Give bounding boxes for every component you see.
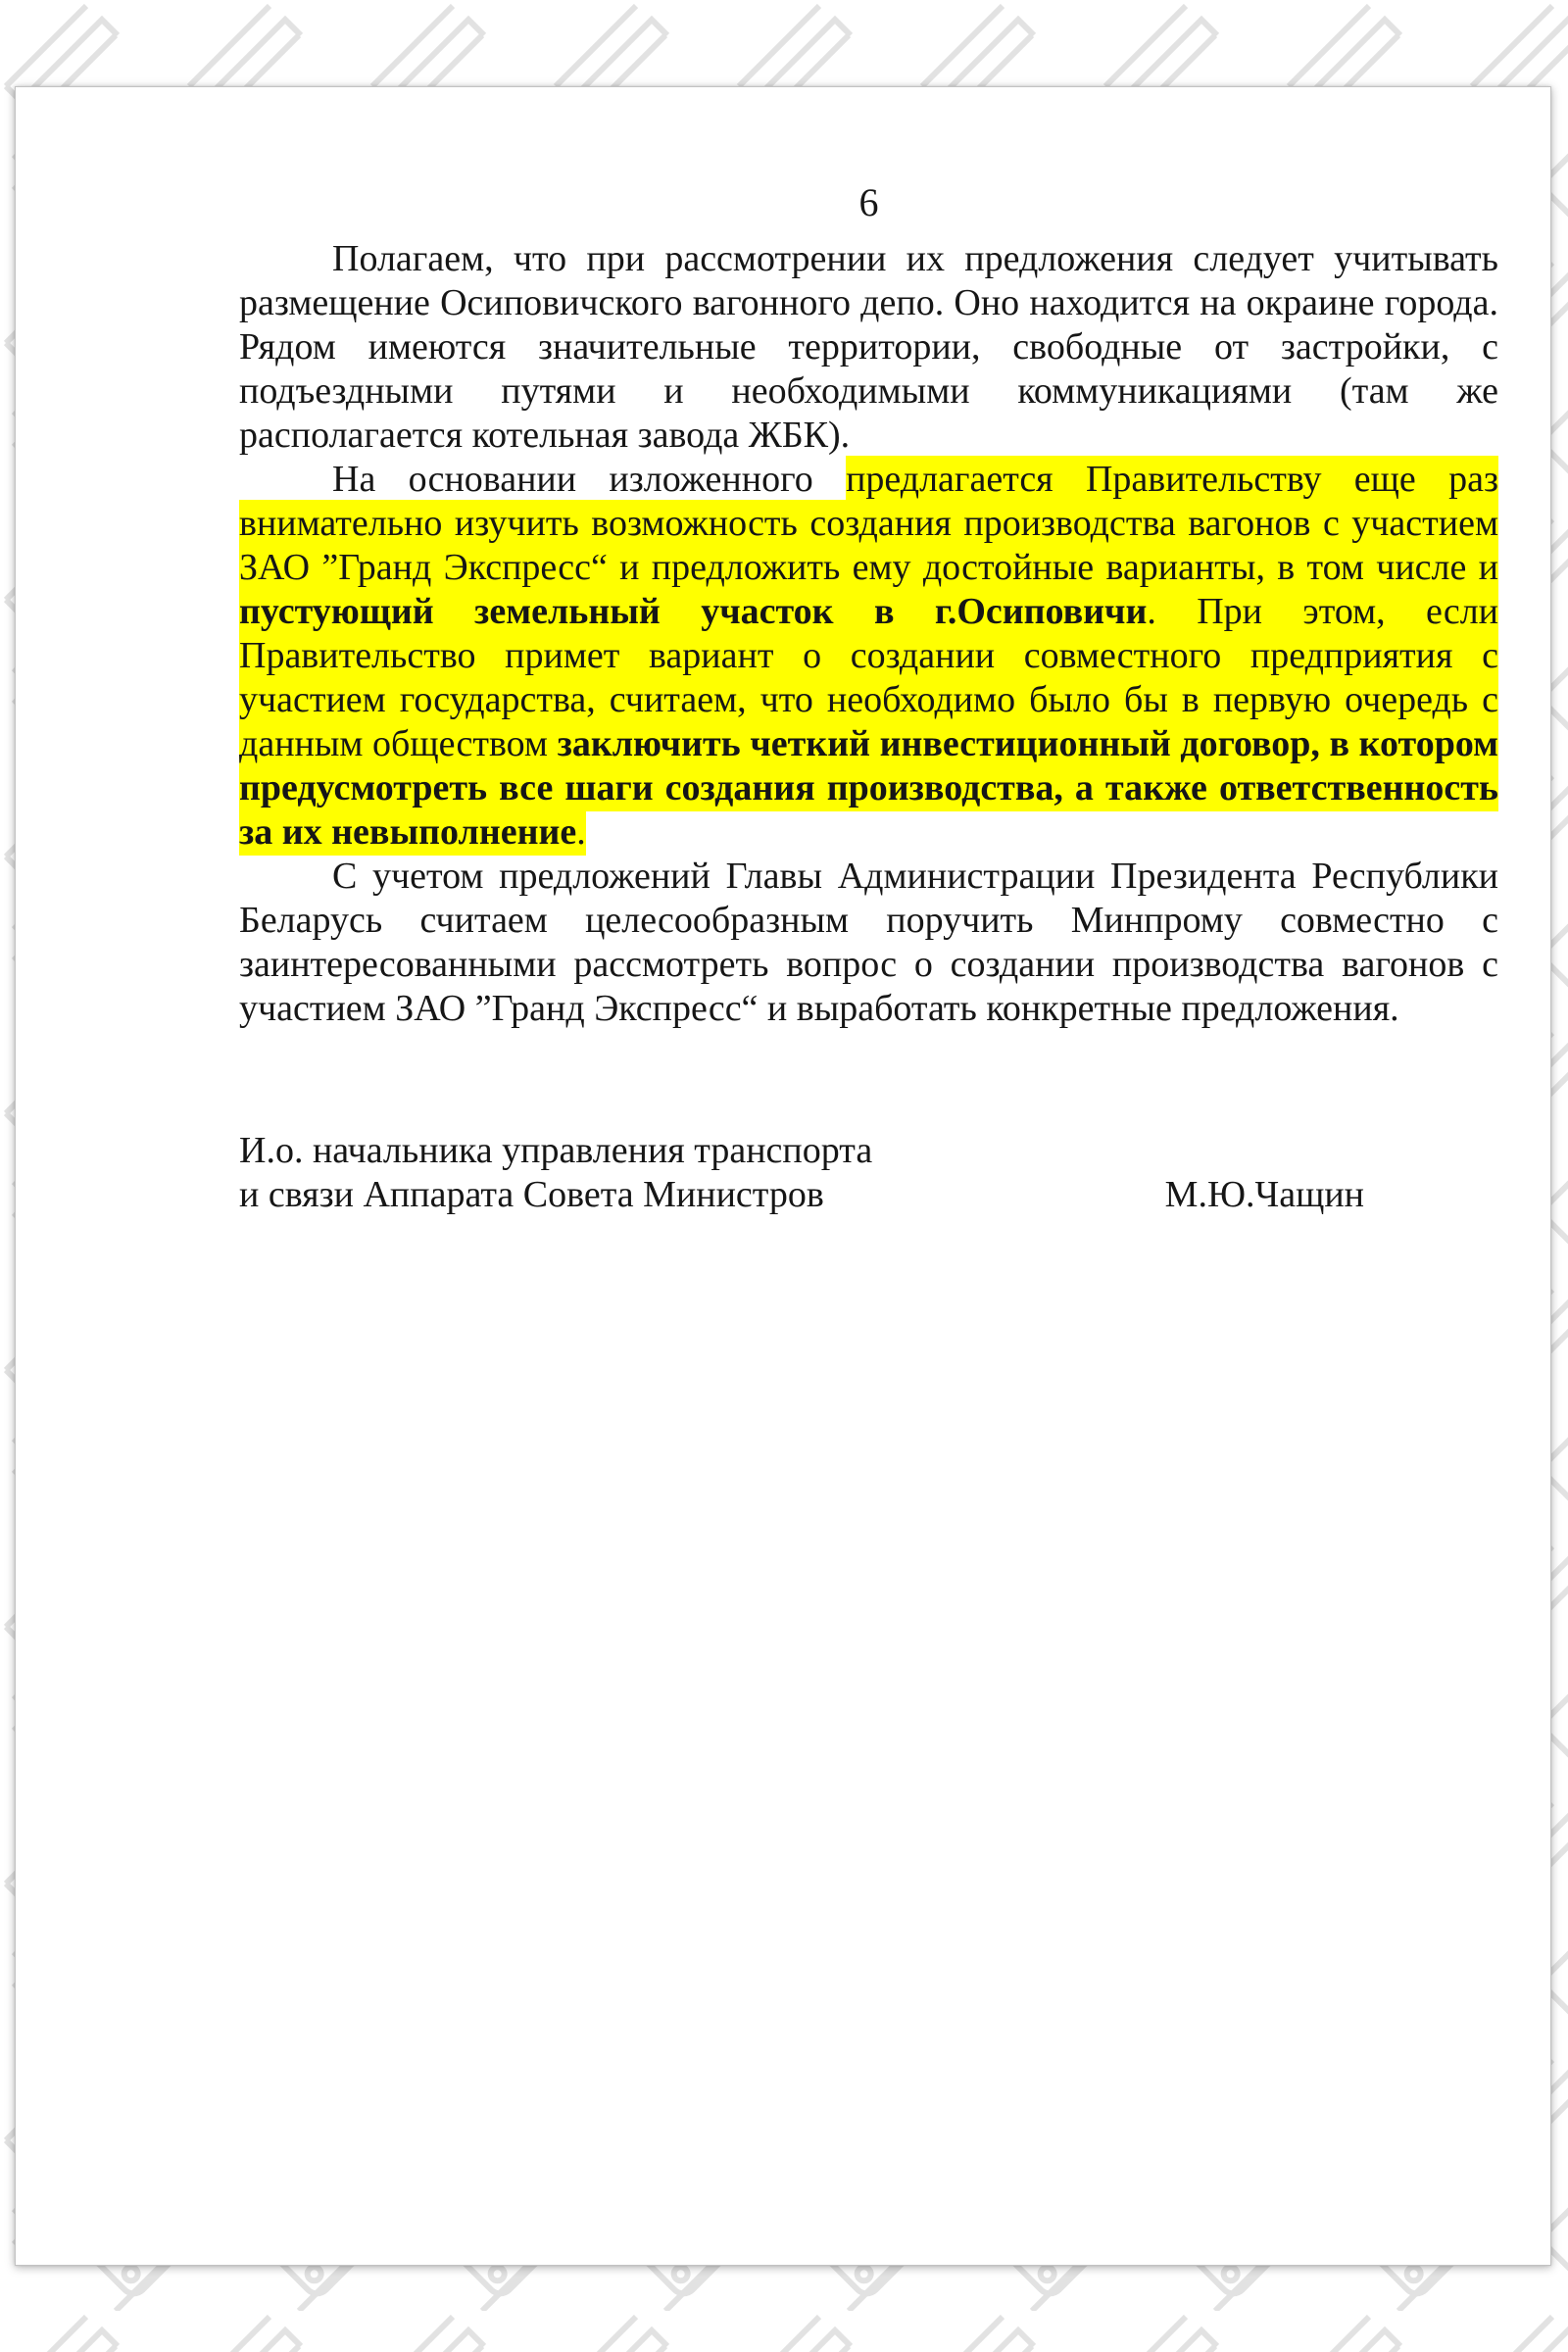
signature-position-line-2: и связи Аппарата Совета Министров xyxy=(239,1174,824,1215)
signature-name: М.Ю.Чащин xyxy=(1164,1174,1364,1215)
text-segment-highlight-bold: пустующий земельный участок в г.Осиповичи xyxy=(239,588,1147,635)
text-segment-highlight: предлагается Правительству еще раз внимательно изучить возможность создания производства вагонов с участием ЗАО ”Гранд Экспресс“ и предложить ему достойные варианты, в том числе и xyxy=(239,456,1498,591)
text-segment-highlight-bold: заключить четкий инвестиционный договор, в котором предусмотреть все шаги создания производства, а также ответственность за их невыполнение xyxy=(239,720,1498,856)
text-segment-highlight: . xyxy=(576,808,586,856)
paragraph-2-highlighted xyxy=(239,458,1498,855)
text-segment-normal: С учетом предложений Главы Администрации Президента Республики Беларусь считаем целесообразным поручить Минпрому совместно с заинтересованными рассмотреть вопрос о создании производства вагонов с участием ЗАО ”Гранд Экспресс“ и выработать конкретные предложения. xyxy=(239,856,1498,1029)
signature-position-line-1: И.о. начальника управления транспорта xyxy=(239,1130,873,1171)
signature-position xyxy=(239,1129,872,1217)
paragraph-3 xyxy=(239,855,1498,1031)
text-segment-normal: На основании изложенного xyxy=(332,459,847,500)
signature-block xyxy=(239,1129,1498,1217)
text-segment-highlight: . При этом, если Правительство примет вариант о создании совместного предприятия с участием государства, считаем, что необходимо было бы в первую очередь с данным обществом xyxy=(239,588,1498,767)
page-number: 6 xyxy=(858,180,879,224)
document-page xyxy=(15,86,1551,2266)
text-segment-normal: Полагаем, что при рассмотрении их предложения следует учитывать размещение Осиповичского вагонного депо. Оно находится на окраине города. Рядом имеются значительные территории, свободные от застройки, с подъездными путями и необходимыми коммуникациями (там же располагается котельная завода ЖБК). xyxy=(239,238,1498,456)
paragraph-1 xyxy=(239,237,1498,458)
